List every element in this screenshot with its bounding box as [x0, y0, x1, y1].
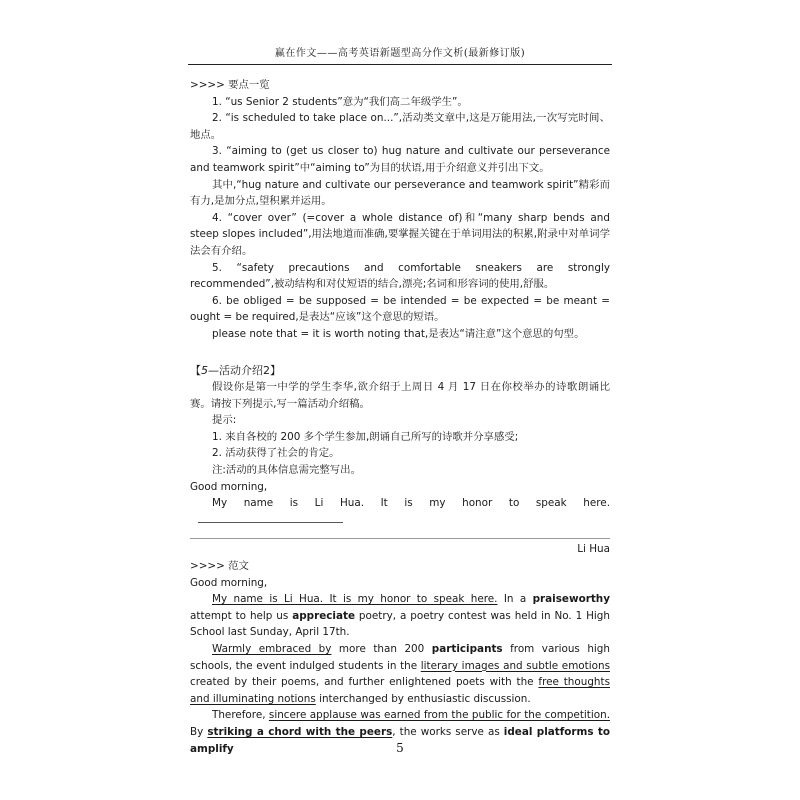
task-hint-1: 1. 来自各校的 200 多个学生参加,朗诵自己所写的诗歌并分享感受; — [212, 430, 519, 443]
text-run: more than 200 — [331, 643, 432, 655]
key-word: participants — [431, 643, 503, 655]
text-run: interchanged by enthusiastic discussion. — [315, 692, 531, 705]
task-number: 5 — [201, 363, 208, 377]
writing-blank-line — [198, 512, 343, 523]
highlight-phrase: free thoughts and illuminating notions — [190, 676, 611, 705]
answer-area-rule — [190, 538, 610, 539]
task-title-bracket: 【 — [190, 363, 201, 377]
key-word: praiseworthy — [532, 593, 610, 606]
key-word: appreciate — [292, 609, 356, 622]
page-content — [190, 77, 610, 757]
summary-item-3: 3. “aiming to (get us closer to) hug nature and cultivate our perseverance and teamwork spirit”中“aiming to”为目的状语,用于介绍意义并引出下文。 — [190, 145, 610, 174]
task-opening-text: My name is Li Hua. It is my honor to speak here. — [212, 497, 610, 510]
text-run: Therefore, — [212, 709, 269, 722]
summary-item-3-note: 其中,“hug nature and cultivate our perseverance and teamwork spirit”精彩而有力,是加分点,望积累并运用。 — [190, 178, 610, 208]
highlight-phrase: literary images and subtle emotions — [420, 659, 610, 672]
model-greeting: Good morning, — [190, 576, 268, 589]
text-run: created by their poems, and further enlightened poets with the — [190, 676, 539, 689]
highlight-key-phrase — [207, 726, 392, 738]
text-run: , the works serve as — [392, 725, 504, 738]
spacer — [190, 343, 610, 353]
model-paragraph-1 — [190, 591, 610, 641]
task-greeting: Good morning, — [190, 480, 268, 493]
task-title — [190, 363, 610, 380]
text-run: attempt to help us — [190, 609, 293, 622]
task-hint-label: 提示: — [212, 414, 237, 427]
task-signature: Li Hua — [577, 543, 610, 556]
text-run: By — [190, 725, 208, 738]
summary-item-4: 4. “cover over” (=cover a whole distance of)和“many sharp bends and steep slopes included”,用法地道而准确,要掌握关键在于单词用法的积累,附录中对单词学法会有介绍。 — [190, 211, 610, 257]
summary-item-1: 1. “us Senior 2 students”意为“我们高二年级学生”。 — [212, 95, 468, 108]
key-word: striking a chord with the peers — [207, 725, 393, 738]
text-run: from various high schools, the event indulged students in the — [190, 643, 610, 672]
task-title-text: —活动介绍2】 — [208, 363, 281, 377]
model-heading: >>>> 范文 — [190, 560, 249, 573]
highlight-phrase: My name is Li Hua. It is my honor to speak here. — [212, 593, 498, 606]
summary-item-5: 5. “safety precautions and comfortable sneakers are strongly recommended”,被动结构和对仗短语的结合,漂亮;名词和形容词的使用,舒服。 — [190, 261, 610, 291]
key-word: ideal platforms to amplify — [190, 725, 610, 755]
spacer — [190, 353, 610, 363]
running-header: 赢在作文——高考英语新题型高分作文析(最新修订版) — [274, 48, 526, 59]
task-prompt: 假设你是第一中学的学生李华,欲介绍于上周日 4 月 17 日在你校举办的诗歌朗诵比赛。请按下列提示,写一篇活动介绍稿。 — [190, 381, 610, 410]
page-number: 5 — [396, 741, 404, 755]
highlight-phrase: Warmly embraced by — [212, 643, 332, 655]
summary-item-2: 2. “is scheduled to take place on...”,活动类文章中,这是万能用法,一次写完时间、地点。 — [190, 112, 610, 141]
summary-item-6: 6. be obliged = be supposed = be intended = be expected = be meant = ought = be required,是表达“应该”这个意思的短语。 — [190, 294, 610, 324]
summary-item-7: please note that = it is worth noting that,是表达“请注意”这个意思的句型。 — [212, 327, 585, 340]
text-run: In a — [497, 593, 533, 606]
header-rule — [188, 64, 612, 65]
highlight-phrase: sincere applause was earned from the public for the competition. — [268, 709, 610, 722]
task-note: 注:活动的具体信息需完整写出。 — [212, 464, 361, 477]
model-paragraph-2 — [190, 641, 610, 707]
task-hint-2: 2. 活动获得了社会的肯定。 — [212, 447, 340, 460]
summary-heading: >>>> 要点一览 — [190, 79, 270, 91]
text-run: poetry, a poetry contest was held in No. 1 High School last Sunday, April 17th. — [190, 609, 610, 639]
task-opening — [190, 495, 610, 528]
